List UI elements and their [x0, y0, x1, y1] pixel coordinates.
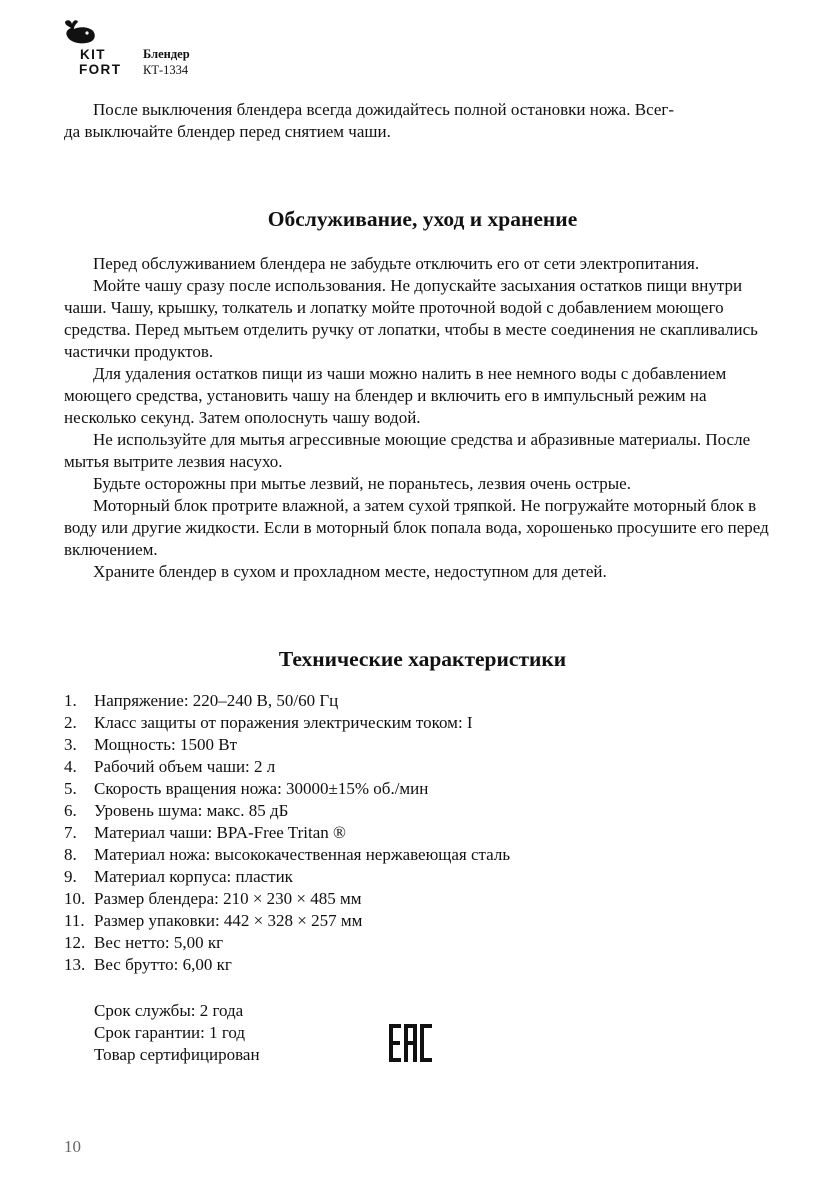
- logo-text-kit: KIT: [80, 47, 106, 62]
- spec-number: 7.: [64, 823, 77, 842]
- maintenance-paragraph-2: Мойте чашу сразу после использования. Не допускайте засыхания остатков пищи внутри чаши. Чашу, крышку, толкатель и лопатку мойте проточной водой с добавлением моющего средства. Перед мытьем отделить ручку от лопатки, чтобы в месте соединения не скапливались частички продуктов.: [64, 276, 758, 361]
- specs-heading: Технические характеристики: [278, 647, 567, 671]
- spec-text: Вес брутто: 6,00 кг: [94, 955, 232, 974]
- spec-number: 12.: [64, 933, 86, 952]
- spec-text: Размер упаковки: 442 × 328 × 257 мм: [94, 911, 363, 930]
- spec-text: Вес нетто: 5,00 кг: [94, 933, 224, 952]
- spec-number: 5.: [64, 779, 77, 798]
- certification-note: Товар сертифицирован: [94, 1045, 260, 1064]
- intro-line-2: да выключайте блендер перед снятием чаши.: [64, 122, 391, 141]
- logo-text-fort: FORT: [79, 62, 122, 77]
- maintenance-paragraph-3: Для удаления остатков пищи из чаши можно налить в нее немного воды с добавлением моющего средства, установить чашу на блендер и включить его в импульсный режим на несколько секунд. Затем ополоснуть чашу водой.: [64, 364, 727, 427]
- spec-number: 10.: [64, 889, 86, 908]
- spec-text: Рабочий объем чаши: 2 л: [94, 757, 276, 776]
- spec-number: 11.: [64, 911, 85, 930]
- spec-text: Скорость вращения ножа: 30000±15% об./мин: [94, 779, 429, 798]
- maintenance-heading: Обслуживание, уход и хранение: [267, 207, 578, 231]
- kitfort-logo: [60, 18, 132, 80]
- header-model-number: КТ-1334: [143, 63, 189, 77]
- spec-text: Материал ножа: высококачественная нержавеющая сталь: [94, 845, 511, 864]
- maintenance-paragraph-7: Храните блендер в сухом и прохладном месте, недоступном для детей.: [93, 562, 607, 581]
- spec-text: Материал корпуса: пластик: [94, 867, 293, 886]
- spec-number: 6.: [64, 801, 77, 820]
- whale-logo-icon: [62, 18, 98, 46]
- eac-mark-icon: [388, 1023, 433, 1063]
- page-number: 10: [64, 1137, 81, 1156]
- maintenance-paragraph-5: Будьте осторожны при мытье лезвий, не пораньтесь, лезвия очень острые.: [93, 474, 631, 493]
- warranty-period: Срок гарантии: 1 год: [94, 1023, 246, 1042]
- spec-text: Напряжение: 220–240 В, 50/60 Гц: [94, 691, 339, 710]
- spec-number: 13.: [64, 955, 86, 974]
- spec-number: 4.: [64, 757, 77, 776]
- spec-number: 9.: [64, 867, 77, 886]
- spec-number: 2.: [64, 713, 77, 732]
- spec-text: Размер блендера: 210 × 230 × 485 мм: [94, 889, 362, 908]
- intro-line-1: После выключения блендера всегда дожидайтесь полной остановки ножа. Всег-: [93, 100, 674, 119]
- spec-text: Материал чаши: BPA-Free Tritan ®: [94, 823, 346, 842]
- spec-text: Класс защиты от поражения электрическим током: I: [94, 713, 473, 732]
- spec-text: Мощность: 1500 Вт: [94, 735, 238, 754]
- spec-number: 1.: [64, 691, 77, 710]
- spec-number: 8.: [64, 845, 77, 864]
- spec-text: Уровень шума: макс. 85 дБ: [94, 801, 289, 820]
- spec-number: 3.: [64, 735, 77, 754]
- maintenance-paragraph-6: Моторный блок протрите влажной, а затем сухой тряпкой. Не погружайте моторный блок в воду или другие жидкости. Если в моторный блок попала вода, хорошенько просушите его перед включением.: [64, 496, 769, 559]
- service-life: Срок службы: 2 года: [94, 1001, 244, 1020]
- maintenance-paragraph-1: Перед обслуживанием блендера не забудьте отключить его от сети электропитания.: [93, 254, 700, 273]
- header-product-name: Блендер: [143, 47, 190, 61]
- maintenance-paragraph-4: Не используйте для мытья агрессивные моющие средства и абразивные материалы. После мытья вытрите лезвия насухо.: [64, 430, 751, 471]
